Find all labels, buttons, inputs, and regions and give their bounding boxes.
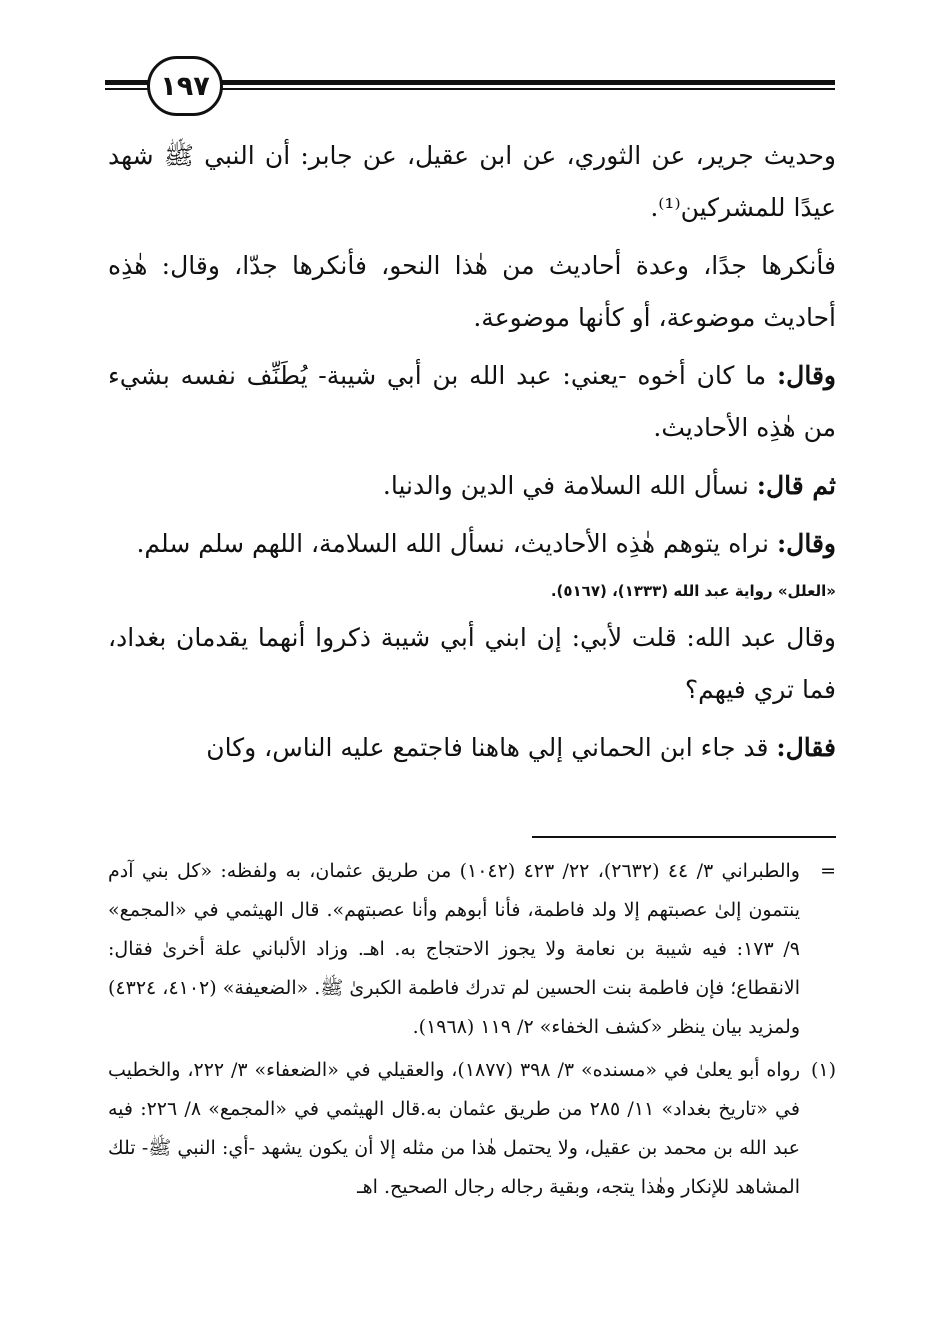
footnote-separator: [532, 836, 836, 838]
footnote-text: والطبراني ٣/ ٤٤ (٢٦٣٢)، ٢٢/ ٤٢٣ (١٠٤٢) من طريق عثمان، به ولفظه: «كل بني آدم ينتمون إلىٰ عصبتهم إلا ولد فاطمة، فأنا أبوهم وأنا عصبتهم». قال الهيثمي في «المجمع» ٩/ ١٧٣: فيه شيبة بن نعامة ولا يجوز الاحتجاج به. اهـ. وزاد الألباني علة أخرىٰ فقال: الانقطاع؛ فإن فاطمة بنت الحسين لم تدرك فاطمة الكبرىٰ ﷺ. «الضعيفة» (٤١٠٢، ٤٣٢٤) ولمزيد بيان ينظر «كشف الخفاء» ٢/ ١١٩ (١٩٦٨).: [108, 860, 800, 1038]
footnote-marker: =: [820, 860, 836, 882]
footnote-continued: [108, 852, 836, 1047]
footnotes: [108, 852, 836, 1211]
paragraph-4-text: نسأل الله السلامة في الدين والدنيا.: [382, 471, 757, 500]
main-text: [108, 130, 836, 774]
paragraph-2: فأنكرها جدًا، وعدة أحاديث من هٰذا النحو، فأنكرها جدّا، وقال: هٰذِه أحاديث موضوعة، أو كأنها موضوعة.: [108, 251, 836, 332]
paragraph-5: [108, 518, 836, 570]
paragraph-3: [108, 350, 836, 454]
paragraph-4: [108, 460, 836, 512]
page-header: [105, 52, 835, 124]
paragraph-5-text: نراه يتوهم هٰذِه الأحاديث، نسأل الله السلامة، اللهم سلم سلم.: [136, 529, 777, 558]
footnote-marker: (١): [810, 1059, 836, 1081]
paragraph-3-lead: وقال:: [776, 361, 836, 390]
paragraph-6: وقال عبد الله: قلت لأبي: إن ابني أبي شيبة ذكروا أنهما يقدمان بغداد، فما تري فيهم؟: [108, 623, 836, 704]
footnote-1: [108, 1051, 836, 1207]
paragraph-4-lead: ثم قال:: [756, 471, 836, 500]
footnote-text: رواه أبو يعلىٰ في «مسنده» ٣/ ٣٩٨ (١٨٧٧)، والعقيلي في «الضعفاء» ٣/ ٢٢٢، والخطيب في «تاريخ بغداد» ١١/ ٢٨٥ من طريق عثمان به.قال الهيثمي في «المجمع» ٨/ ٢٢٦: فيه عبد الله بن محمد بن عقيل، ولا يحتمل هٰذا من مثله إلا أن يكون يشهد -أي: النبي ﷺ- تلك المشاهد للإنكار وهٰذا يتجه، وبقية رجاله رجال الصحيح. اهـ: [108, 1059, 800, 1198]
paragraph-7: [108, 722, 836, 774]
source-reference: «العلل» رواية عبد الله (١٣٣٣)، (٥١٦٧).: [550, 582, 836, 600]
page-number-badge: [147, 56, 223, 116]
paragraph-3-text: ما كان أخوه -يعني: عبد الله بن أبي شيبة- يُطَنِّف نفسه بشيء من هٰذِه الأحاديث.: [108, 361, 836, 442]
paragraph-7-text: قد جاء ابن الحماني إلي هاهنا فاجتمع عليه الناس، وكان: [206, 733, 777, 762]
paragraph-1: وحديث جرير، عن الثوري، عن ابن عقيل، عن جابر: أن النبي ﷺ شهد عيدًا للمشركين⁽¹⁾.: [108, 141, 836, 222]
page-number: ١٩٧: [160, 70, 210, 102]
paragraph-7-lead: فقال:: [776, 733, 836, 762]
paragraph-5-lead: وقال:: [776, 529, 836, 558]
